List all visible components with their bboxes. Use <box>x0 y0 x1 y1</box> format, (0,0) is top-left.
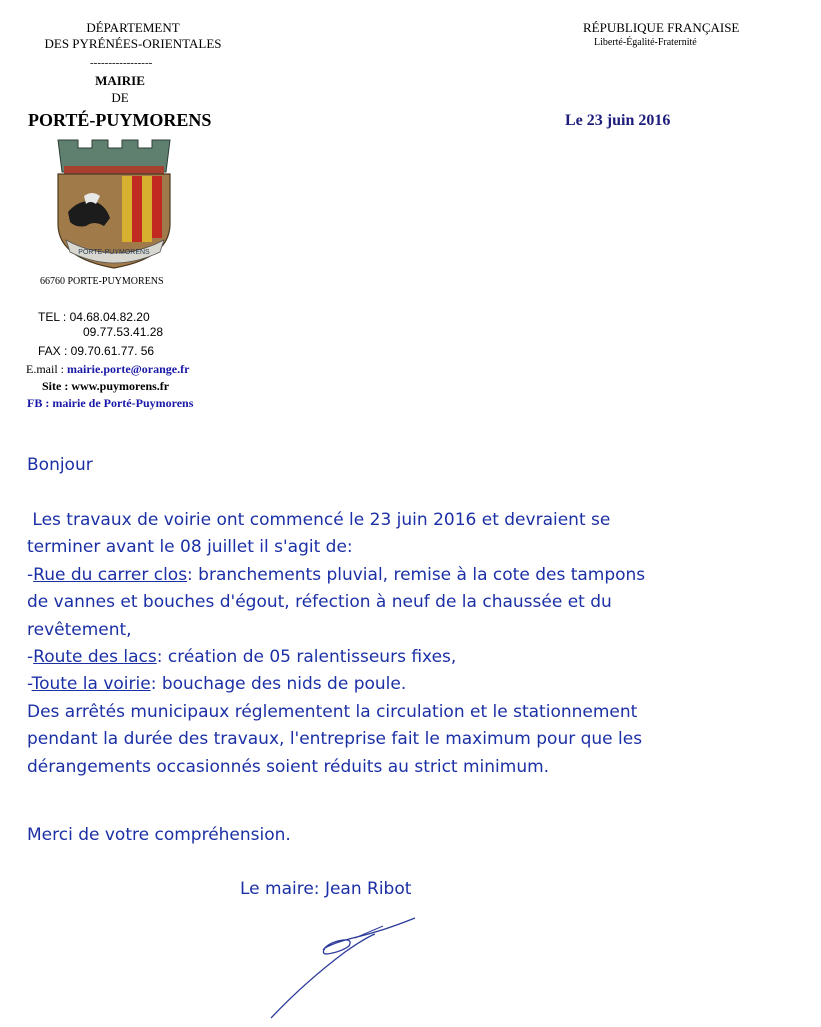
letter-body <box>27 507 787 781</box>
item-1-line-2: de vannes et bouches d'égout, réfection à neuf de la chaussée et du <box>27 592 612 613</box>
item-1-line-3: revêtement, <box>27 619 132 640</box>
item-3: -Toute la voirie: bouchage des nids de poule. <box>27 674 407 695</box>
item-3-title: Toute la voirie <box>31 674 151 695</box>
intro-line-1: Les travaux de voirie ont commencé le 23 juin 2016 et devraient se <box>27 510 611 530</box>
republic-motto: Liberté-Égalité-Fraternité <box>594 37 697 48</box>
mairie-label: MAIRIE <box>95 73 145 88</box>
tel-label: TEL : <box>38 310 67 324</box>
commune-name: PORTÉ-PUYMORENS <box>28 110 212 130</box>
intro-line-2: terminer avant le 08 juillet il s'agit de: <box>27 537 353 558</box>
item-1-title: Rue du carrer clos <box>33 564 188 585</box>
department-line1: DÉPARTEMENT <box>86 20 180 35</box>
signatory-name: Le maire: Jean Ribot <box>240 879 412 899</box>
tel-number-2: 09.77.53.41.28 <box>83 325 164 339</box>
item-1: -Rue du carrer clos: branchements pluvial, remise à la cote des tampons <box>27 564 646 585</box>
facebook-line[interactable]: FB : mairie de Porté-Puymorens <box>27 396 194 410</box>
header-separator: ----------------- <box>90 57 153 69</box>
department-heading <box>28 20 238 52</box>
closing-line-2: pendant la durée des travaux, l'entreprise fait le maximum pour que les <box>27 729 643 750</box>
tel-number-1: 04.68.04.82.20 <box>69 310 150 324</box>
signature-icon <box>265 912 435 1022</box>
email-line <box>26 362 189 377</box>
fax-number: FAX : 09.70.61.77. 56 <box>38 344 155 358</box>
phone-line-1 <box>38 310 150 324</box>
item-2: -Route des lacs: création de 05 ralentisseurs fixes, <box>27 647 457 668</box>
email-label: E.mail : <box>26 362 64 376</box>
coat-of-arms-icon <box>44 136 184 272</box>
de-label: DE <box>111 90 129 105</box>
postal-address: 66760 PORTE-PUYMORENS <box>40 276 164 287</box>
letter-date: Le 23 juin 2016 <box>565 112 671 129</box>
republic-heading: RÉPUBLIQUE FRANÇAISE <box>583 20 740 35</box>
letter-thanks: Merci de votre compréhension. <box>27 825 291 845</box>
item-2-title: Route des lacs <box>33 647 157 668</box>
coat-of-arms-banner: PORTE-PUYMORENS <box>78 249 150 256</box>
letter-greeting: Bonjour <box>27 455 93 475</box>
closing-line-1: Des arrêtés municipaux réglementent la circulation et le stationnement <box>27 701 638 722</box>
website-line[interactable]: Site : www.puymorens.fr <box>42 379 170 393</box>
closing-line-3: dérangements occasionnés soient réduits au strict minimum. <box>27 756 550 777</box>
department-line2: DES PYRÉNÉES-ORIENTALES <box>44 36 222 51</box>
email-address[interactable]: mairie.porte@orange.fr <box>67 362 190 376</box>
